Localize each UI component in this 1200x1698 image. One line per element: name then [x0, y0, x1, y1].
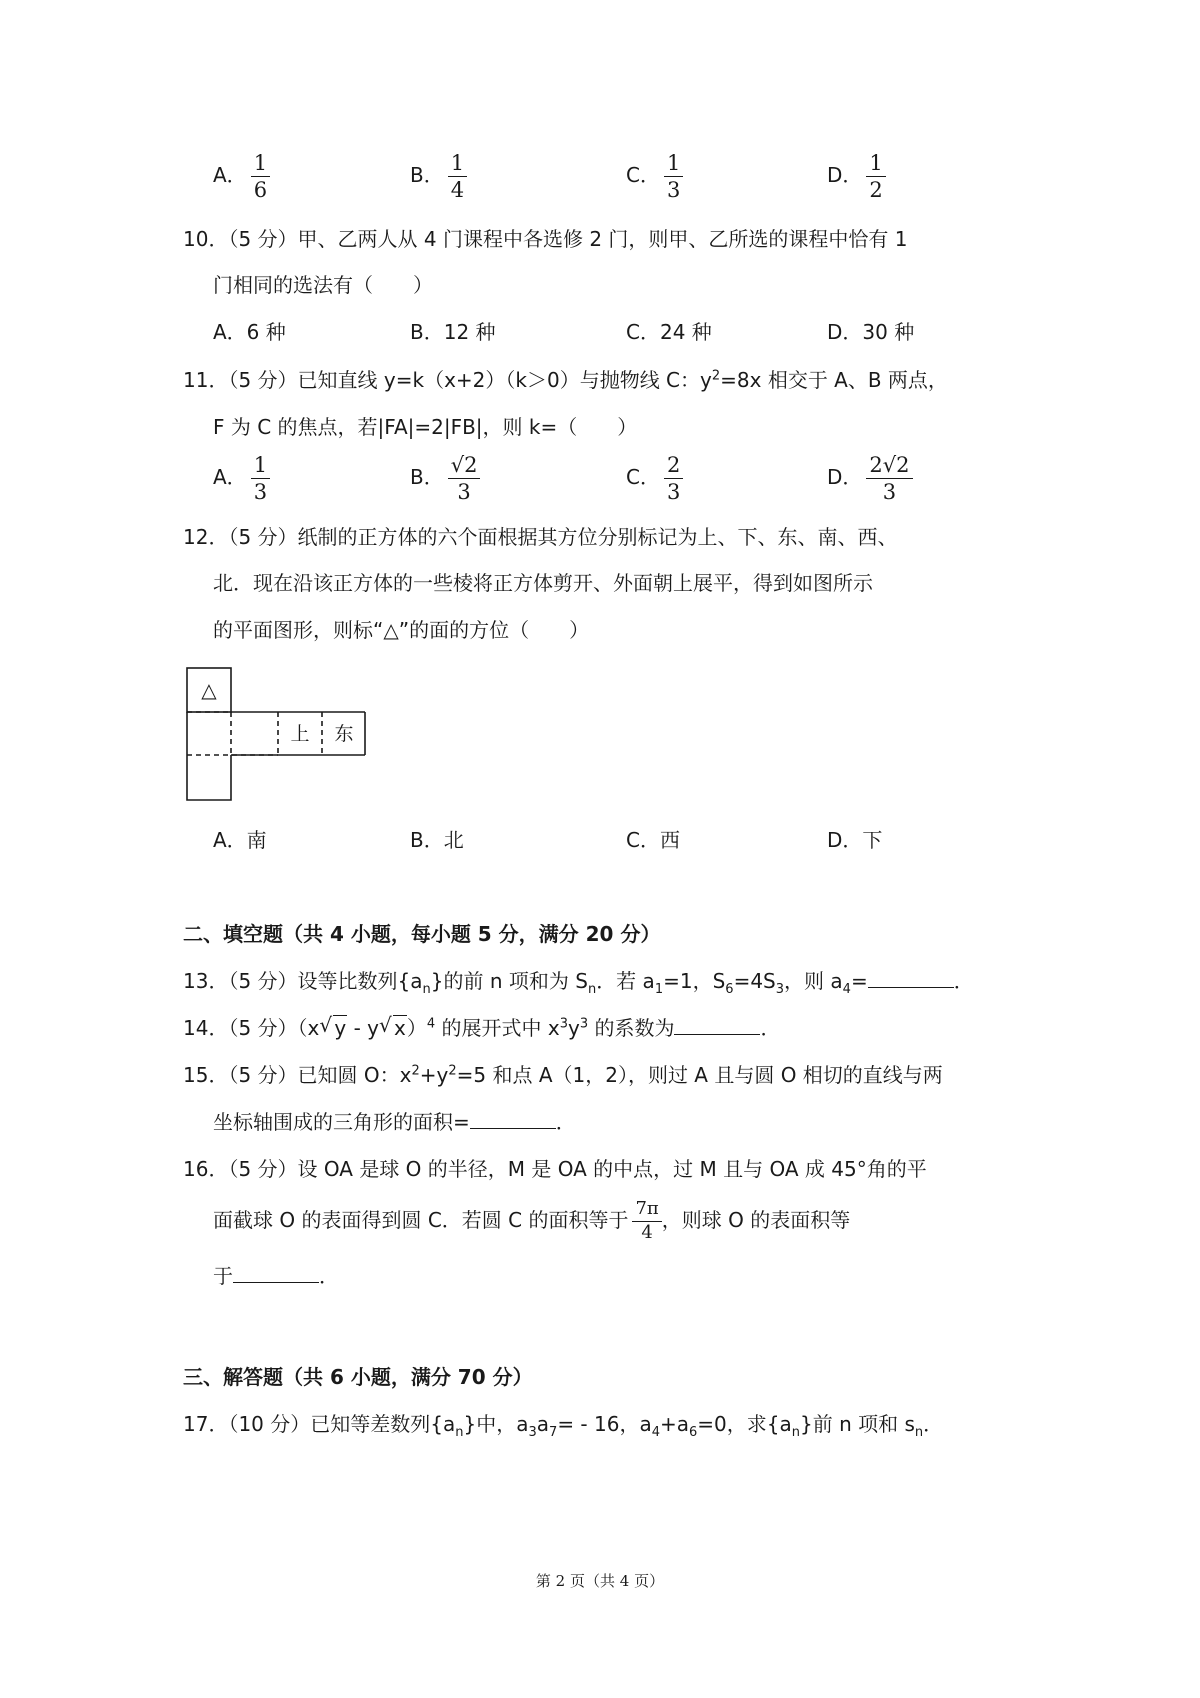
q12-option-a: A．南: [213, 828, 267, 852]
q11-option-a: A． $\frac{1}{3}$: [213, 454, 270, 503]
q12-option-d: D．下: [827, 828, 883, 852]
q10-line2: 门相同的选法有（ ）: [213, 273, 433, 297]
q15-line2: 坐标轴围成的三角形的面积= ．: [213, 1110, 576, 1134]
fraction: $\frac{2√2}{3}$: [866, 454, 912, 503]
answer-blank: [868, 969, 954, 988]
q11-option-d: D． $\frac{2√2}{3}$: [827, 454, 913, 503]
fraction: $\frac{1}{6}$: [251, 152, 270, 201]
q15-line1: 15．（5 分）已知圆 O：$x^2+y^2=5$ 和点 A（1，2），则过 A 且与圆 O 相切的直线与两: [183, 1063, 943, 1087]
q12-line2: 北．现在沿该正方体的一些棱将正方体剪开、外面朝上展平，得到如图所示: [213, 571, 873, 595]
answer-blank: [233, 1264, 319, 1283]
q11-line1: 11．（5 分）已知直线 y=k（x+2）（k＞0）与抛物线 C：$y^2=8x$ 相交于 A、B 两点，: [183, 368, 948, 392]
q11-option-c: C． $\frac{2}{3}$: [626, 454, 683, 503]
net-east-label: 东: [334, 723, 354, 745]
q16-line3: 于 ．: [213, 1264, 339, 1288]
q9-option-b: B． $\frac{1}{4}$: [410, 152, 467, 201]
section3-heading: 三、解答题（共 6 小题，满分 70 分）: [183, 1365, 533, 1389]
q12-line1: 12．（5 分）纸制的正方体的六个面根据其方位分别标记为上、下、东、南、西、: [183, 525, 898, 549]
q10-line1: 10．（5 分）甲、乙两人从 4 门课程中各选修 2 门，则甲、乙所选的课程中恰有 1: [183, 227, 908, 251]
q9-option-c: C． $\frac{1}{3}$: [626, 152, 683, 201]
q10-option-a: A．6 种: [213, 320, 286, 344]
q12-option-c: C．西: [626, 828, 680, 852]
section2-heading: 二、填空题（共 4 小题，每小题 5 分，满分 20 分）: [183, 922, 661, 946]
q14-line: 14．（5 分）（x√ y ‑ y√ x）$^4$ 的展开式中 $x^3y^3$ 的系数为 ．: [183, 1012, 780, 1041]
answer-blank: [674, 1016, 760, 1035]
q9-option-a: A． $\frac{1}{6}$: [213, 152, 270, 201]
sqrt-x: √ x: [379, 1016, 407, 1040]
page-footer: 第 2 页（共 4 页）: [535, 1572, 665, 1590]
q13-line: 13．（5 分）设等比数列$\{a_n\}$的前 n 项和为 $S_n$．若 $a_1=1$，$S_6=4S_3$，则 $a_4=$ ．: [183, 969, 974, 997]
fraction: $\frac{1}{3}$: [664, 152, 683, 201]
fraction: $\frac{√2}{3}$: [448, 454, 481, 503]
fraction: $\frac{2}{3}$: [664, 454, 683, 503]
q10-option-d: D．30 种: [827, 320, 915, 344]
q11-line2: F 为 C 的焦点，若|FA|=2|FB|，则 k=（ ）: [213, 415, 638, 439]
cube-net-figure: [186, 667, 366, 802]
q12-option-b: B．北: [410, 828, 464, 852]
q16-line1: 16．（5 分）设 OA 是球 O 的半径，M 是 OA 的中点，过 M 且与 OA 成 45°角的平: [183, 1157, 927, 1181]
q10-option-c: C．24 种: [626, 320, 712, 344]
q16-line2: 面截球 O 的表面得到圆 C．若圆 C 的面积等于 $\frac{7\pi}{4}$ ，则球 O 的表面积等: [213, 1198, 851, 1243]
fraction-7pi-over-4: $\frac{7\pi}{4}$: [632, 1200, 661, 1243]
fraction: $\frac{1}{3}$: [251, 454, 270, 503]
q10-option-b: B．12 种: [410, 320, 496, 344]
q17-line: 17．（10 分）已知等差数列$\{a_n\}$中，$a_3a_7=$ ‑ 16，$a_4+a_6=0$，求$\{a_n\}$前 n 项和 $s_n$．: [183, 1412, 944, 1440]
q11-option-b: B． $\frac{√2}{3}$: [410, 454, 480, 503]
net-up-label: 上: [290, 723, 310, 745]
q12-line3: 的平面图形，则标“△”的面的方位（ ）: [213, 618, 590, 642]
fraction: $\frac{1}{2}$: [866, 152, 885, 201]
sqrt-y: √ y: [319, 1016, 347, 1040]
answer-blank: [470, 1110, 556, 1129]
q9-option-d: D． $\frac{1}{2}$: [827, 152, 886, 201]
fraction: $\frac{1}{4}$: [448, 152, 467, 201]
net-triangle-label: △: [201, 678, 217, 702]
